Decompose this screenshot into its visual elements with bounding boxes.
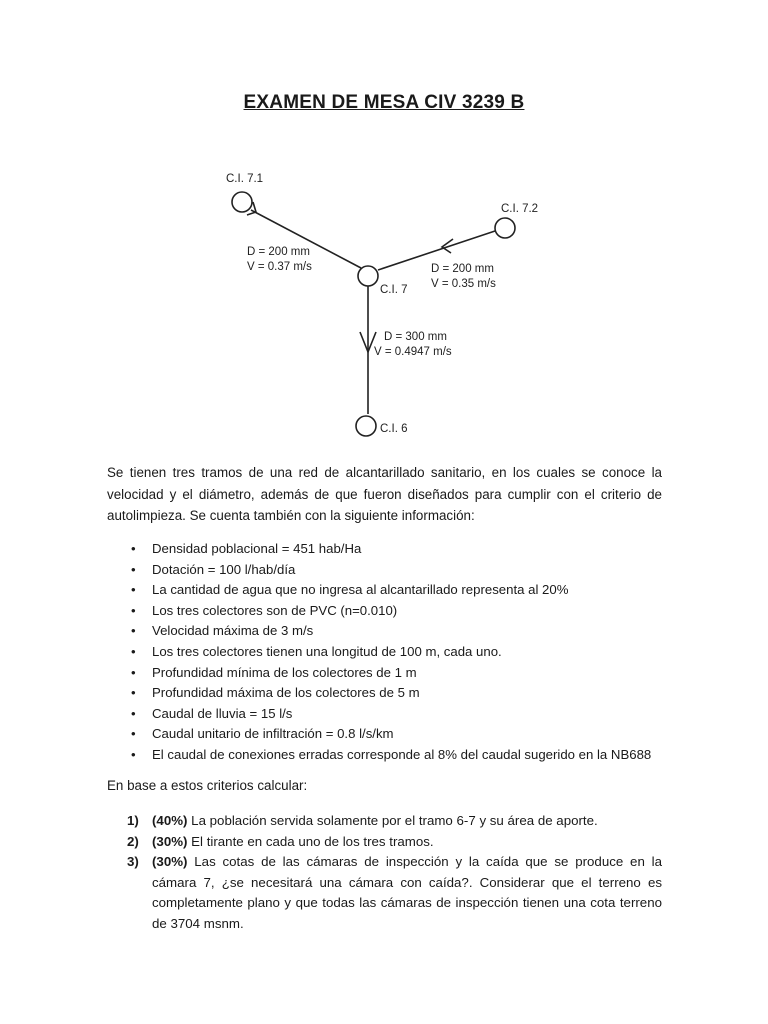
data-list — [107, 539, 667, 766]
task-number: 2) — [127, 833, 139, 849]
bullet-icon: • — [131, 541, 136, 556]
bullet-icon: • — [131, 643, 136, 659]
down-pipe-diameter: D = 300 mm — [384, 331, 447, 343]
task-text: Las cotas de las cámaras de inspección y la caída que se produce en la cámara 7, ¿se necesitará una cámara con caída?. Considerar que el terreno es completamente plano y que todas las cámaras de inspección tienen una cota terreno de 3704 msnm. — [152, 854, 662, 931]
bullet-icon: • — [131, 685, 136, 701]
bullet-icon: • — [131, 623, 136, 639]
down-pipe-velocity: V = 0.4947 m/s — [374, 346, 452, 358]
right-pipe-diameter: D = 200 mm — [431, 263, 494, 275]
tasks-lead: En base a estos criterios calcular: — [107, 778, 308, 793]
bullet-icon: • — [131, 561, 136, 577]
bullet-icon: • — [131, 746, 136, 762]
task-item — [107, 832, 662, 853]
manhole-ci-6 — [356, 416, 376, 436]
list-item: • Los tres colectores tienen una longitud de 100 m, cada uno. — [107, 642, 667, 663]
list-item: • Velocidad máxima de 3 m/s — [107, 621, 667, 642]
task-text: La población servida solamente por el tramo 6-7 y su área de aporte. — [187, 813, 598, 828]
left-pipe-velocity: V = 0.37 m/s — [247, 261, 312, 273]
label-ci-6: C.I. 6 — [380, 423, 408, 435]
label-ci-7: C.I. 7 — [380, 284, 408, 296]
list-item: • El caudal de conexiones erradas corresponde al 8% del caudal sugerido en la NB688 — [107, 745, 667, 766]
list-item: • Caudal de lluvia = 15 l/s — [107, 704, 667, 725]
bullet-icon: • — [131, 726, 136, 742]
manhole-ci-7 — [358, 266, 378, 286]
page-title: EXAMEN DE MESA CIV 3239 B — [243, 92, 525, 113]
right-pipe-velocity: V = 0.35 m/s — [431, 278, 496, 290]
task-text: El tirante en cada uno de los tres tramos. — [187, 833, 434, 849]
bullet-icon: • — [131, 664, 136, 680]
manhole-ci-7-2 — [495, 218, 515, 238]
list-item: • Caudal unitario de infiltración = 0.8 l/s/km — [107, 724, 667, 745]
task-number: 1) — [127, 813, 139, 828]
label-ci-7-2: C.I. 7.2 — [501, 203, 539, 215]
sewer-network-diagram — [200, 160, 560, 450]
task-list — [107, 811, 662, 934]
task-number: 3) — [127, 854, 139, 869]
left-pipe-diameter: D = 200 mm — [247, 246, 310, 258]
task-weight: (30%) — [152, 833, 188, 849]
list-item: • Los tres colectores son de PVC (n=0.010) — [107, 601, 667, 622]
bullet-icon: • — [131, 602, 136, 618]
task-weight: (30%) — [152, 854, 188, 869]
bullet-icon: • — [131, 582, 136, 598]
list-item: • Profundidad máxima de los colectores de 5 m — [107, 683, 667, 704]
manhole-ci-7-1 — [232, 192, 252, 212]
task-item — [107, 852, 662, 934]
list-item: • Dotación = 100 l/hab/día — [107, 560, 667, 581]
list-item: • Densidad poblacional = 451 hab/Ha — [107, 539, 667, 560]
list-item: • La cantidad de agua que no ingresa al alcantarillado representa al 20% — [107, 580, 667, 601]
label-ci-7-1: C.I. 7.1 — [226, 173, 264, 185]
pipe-7-1-to-7 — [251, 210, 361, 268]
task-weight: (40%) — [152, 813, 188, 828]
bullet-icon: • — [131, 705, 136, 721]
task-item — [107, 811, 662, 832]
intro-paragraph: Se tienen tres tramos de una red de alcantarillado sanitario, en los cuales se conoce la velocidad y el diámetro, además de que fueron diseñados para cumplir con el criterio de autolimpieza. Se cuenta también con la siguiente información: — [107, 465, 662, 523]
list-item: • Profundidad mínima de los colectores de 1 m — [107, 663, 667, 684]
